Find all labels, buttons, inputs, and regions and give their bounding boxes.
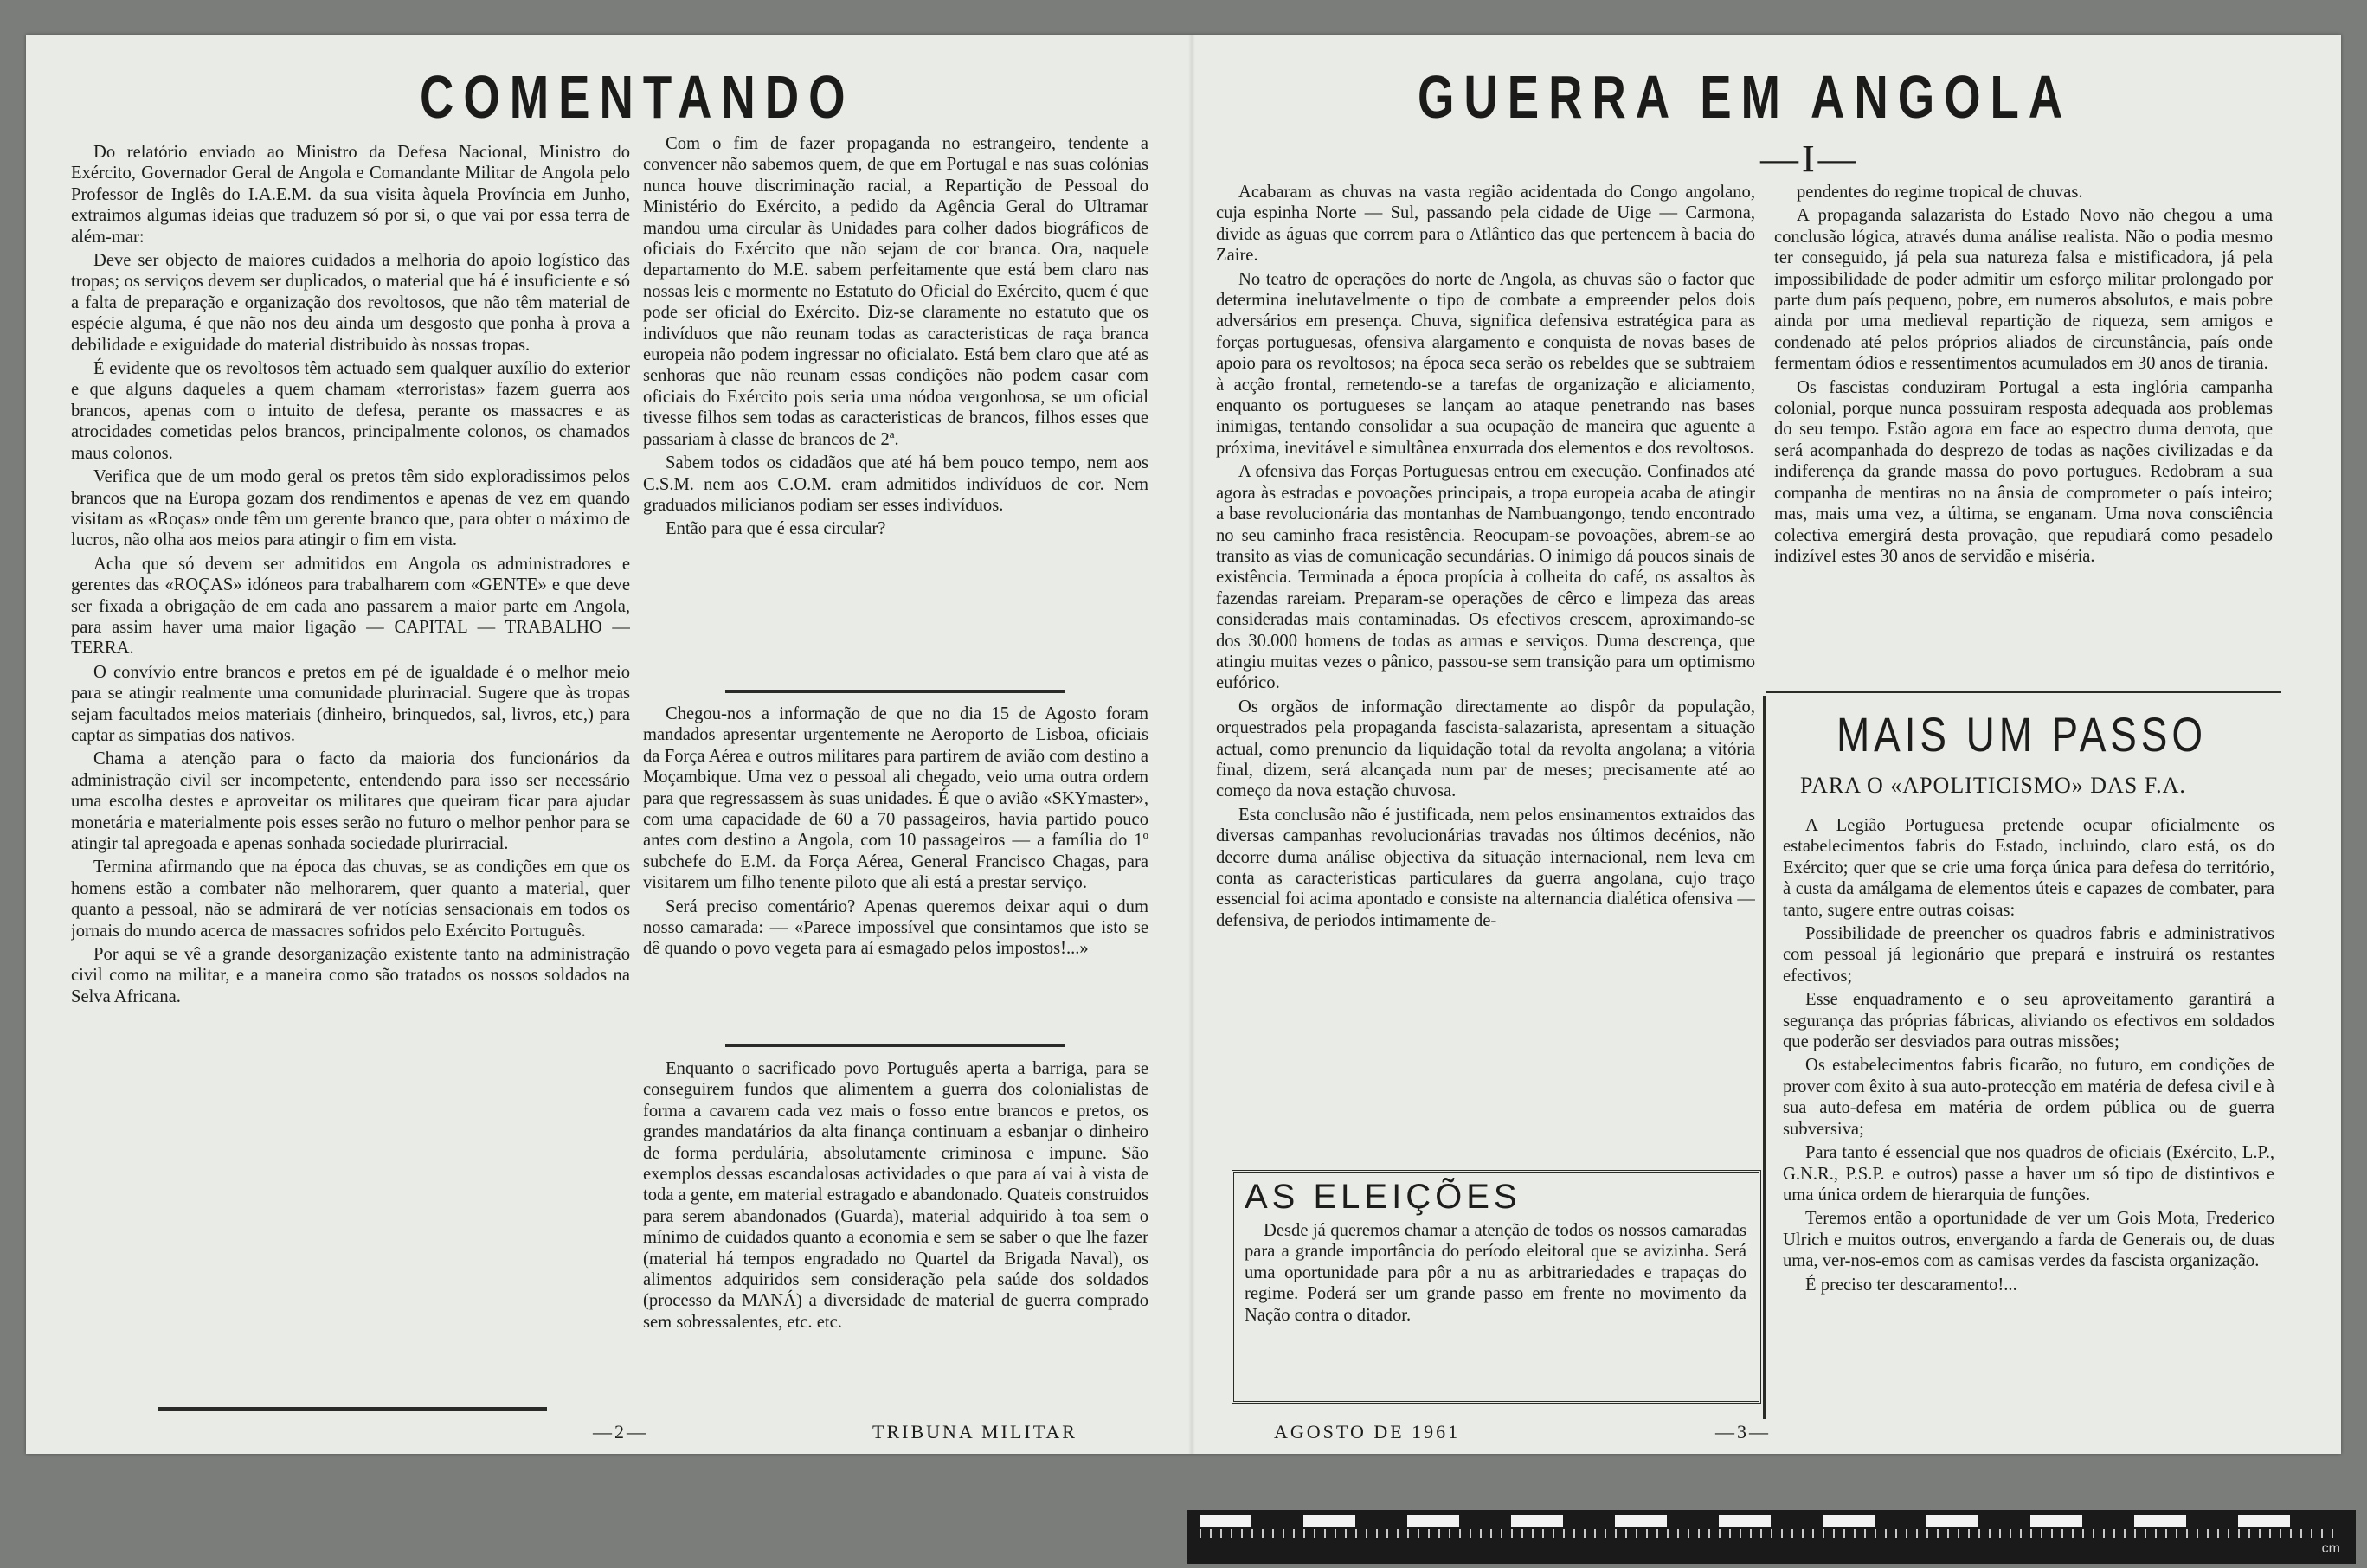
page-fold [1188,35,1195,1454]
article-paragraph: Chegou-nos a informação de que no dia 15 de Agosto foram mandados apresentar urgentemente ne Aeroporto de Lisboa, oficiais da Força Aérea e outros militares para partirem de avião com destino a Moçambique. Uma vez o pessoal ali chegado, veio uma outra ordem para que regressassem às suas unidades. É que o avião «SKYmaster», com uma capacidade de 60 a 70 passageiros, havia partido pouco antes com destino a Angola, com 10 passageiros — a família do 1º subchefe do E.M. da Força Aérea, General Francisco Chagas, para visitarem um filho tenente piloto que ali está a prestar serviço. [643,704,1148,893]
left-column-2-top [643,133,1148,687]
article-paragraph: Do relatório enviado ao Ministro da Defesa Nacional, Ministro do Exército, Governador Geral de Angola e Comandante Militar de Angola pelo Professor de Inglês do I.A.E.M. da sua visita àquela Província em Junho, extraimos algumas ideias que traduzem só por si, o que vai por essa terra de além-mar: [71,143,630,247]
article-paragraph: Por aqui se vê a grande desorganização existente tanto na administração civil como na militar, e a maneira como são tratados os nossos soldados na Selva Africana. [71,945,630,1006]
article-paragraph: Acabaram as chuvas na vasta região acidentada do Congo angolano, cuja espinha Norte — Sul, passando pela cidade de Uige — Carmona, divide as águas que correm para o Atlântico das que pertencem à bacia do Zaire. [1216,183,1755,266]
article-paragraph: Sabem todos os cidadãos que até há bem pouco tempo, nem aos C.S.M. nem aos C.O.M. eram admitidos indivíduos de cor. Nem graduados milicianos podiam ser esses indivíduos. [643,453,1148,515]
ruler-ticks [1200,1529,2342,1538]
divider-rule [1766,691,2281,693]
article-paragraph: Esse enquadramento e o seu aproveitamento garantirá a segurança das próprias fábricas, aliviando os efectivos em soldados que poderão ser desviados para outras missões; [1783,990,2274,1052]
article-paragraph: Esta conclusão não é justificada, nem pelos ensinamentos extraidos das diversas campanhas revolucionárias travadas nos últimos decénios, não decorre duma análise objectiva da situação internacional, nem leva em conta as caracteristicas particulares da guerra angolana, cujo traço essencial foi acima apontado e consiste na alternancia dialética ofensiva — defensiva, de periodos intimamente de- [1216,805,1755,930]
article-paragraph: Possibilidade de preencher os quadros fabris e administrativos com pessoal já legionário que prepará e instruirá os restantes efectivos; [1783,924,2274,986]
mais-um-passo-title: MAIS UM PASSO [1836,707,2207,762]
eleicoes-body [1234,1220,1759,1326]
article-paragraph: Chama a atenção para o facto da maioria dos funcionários da administração civil ser incompetente, entendendo para isso ser necessário uma escolha destes e aproveitar os militares que queiram ficar para ajudar monetária e materialmente pois esses serão no futuro o melhor penhor para se atingir tal apregoada e apenas sonhada sociedade plurirracial. [71,749,630,853]
scale-ruler [1187,1510,2356,1564]
date-footer: AGOSTO DE 1961 [1274,1421,1461,1443]
article-paragraph: No teatro de operações do norte de Angola, as chuvas são o factor que determina inelutavelmente o tipo de combate a empreender pelos dois adversários em presença. Chuva, significa defensiva estratégica para as forças portuguesas, ofensiva alargamento e conquista de novas bases de apoio para os revoltosos; na época seca serão os rebeldes que se subtraiem à acção frontal, remetendo-se a tarefas de organização e aliciamento, enquanto os portugueses se lançam ao ataque penetrando nas bases inimigas, tentando consolidar a sua ocupação de maneira que aguente a próxima, inevitável e simultânea enxurrada dos elementos e dos revoltosos. [1216,269,1755,458]
article-paragraph: Teremos então a oportunidade de ver um Gois Mota, Frederico Ulrich e muitos outros, envergando a farda de Generais ou, de duas uma, ver-nos-emos com as camisas verdes da fascista organização. [1783,1209,2274,1271]
article-paragraph: É preciso ter descaramento!... [1805,1275,2017,1295]
mais-um-passo-body [1783,815,2274,1412]
ruler-label: cm [2321,1541,2340,1556]
divider-rule [725,1044,1065,1047]
left-column-2-middle [643,704,1148,1043]
left-column-1 [71,142,630,1407]
ruler-scale [1200,1515,2342,1527]
right-column-2 [1774,182,2273,701]
masthead-footer: TRIBUNA MILITAR [872,1421,1077,1443]
article-paragraph: A ofensiva das Forças Portuguesas entrou em execução. Confinados até agora às estradas e povoações principais, a tropa europeia acaba de atingir a base revolucionária das montanhas de Nambuangongo, tendo encontrado no seu caminho fraca resistência. Reocupam-se povoações, abrem-se ao transito as vias de comunicação secundárias. O inimigo dá poucos sinais de existência. Terminada a época propícia à colheita do café, os assaltos às fazendas rareiam. Preparam-se operações de cêrco e limpeza das areas consideradas mais contaminadas. Os efectivos crescem, aproximando-se dos 30.000 homens de todas as armas e serviços. Duma descrença, que atingiu muitas vezes o pânico, passou-se sem transição para um optimismo eufórico. [1216,462,1755,693]
article-paragraph: Com o fim de fazer propaganda no estrangeiro, tendente a convencer não sabemos quem, de que em Portugal e nas suas colónias nunca houve discriminação racial, a Repartição de Pessoal do Ministério do Exército, a pedido da Agência Geral do Ultramar mandou uma circular às Unidades para colher dados biográficos de oficiais do Exército que não sejam de cor branca. Ora, naquele departamento do M.E. sabem perfeitamente que está bem claro nas nossas leis e mormente no Estatuto do Oficial do Exército, quem é que pode ser oficial do Exército. Diz-se claramente no estatuto que os indivíduos que não reunam todas as caracteristicas de raça branca europeia não podem ingressar no oficialato. Está bem claro que até as senhoras que não reunam essas condições não podem casar com oficiais do Exército pois seria uma nódoa vergonhosa, se um oficial tivesse filhos sem todas as caracteristicas de brancos, filhos esses que passariam à classe de brancos de 2ª. [643,134,1148,449]
page-number-right: —3— [1715,1421,1771,1443]
mais-um-passo-box [1763,696,1775,1419]
article-paragraph: Deve ser objecto de maiores cuidados a melhoria do apoio logístico das tropas; os serviços devem ser duplicados, o material que há é insuficiente e só a falta de preparação e organização dos revoltosos, que não têm material de espécie alguma, é que não nos deu ainda um desgosto que ponha à prova a debilidade e exiguidade do material distribuido às nossas tropas. [71,251,630,355]
article-paragraph: Enquanto o sacrificado povo Português aperta a barriga, para se conseguirem fundos que alimentem a guerra dos colonialistas de forma a cavarem cada vez mais o fosso entre brancos e pretos, os grandes mandatários da alta finança continuam a esbanjar o dinheiro de forma perdulária, absolutamente criminosa e impune. São exemplos dessas escandalosas actividades o que para aí vai à vista de toda a gente, em material estragado e abandonado. Quateis construidos para serem abandonados (Guarda), material adquirido à toa sem o mínimo de cuidados quanto a economia e sem se saber o que lhe fazer (material há tempos engradado no Quartel da Brigada Naval), os alimentos adquiridos sem consideração pela saúde dos soldados (processo da MANÁ) a diversidade de material de guerra comprado sem sobressalentes, etc. etc. [643,1059,1148,1332]
article-paragraph: pendentes do regime tropical de chuvas. [1797,183,2083,202]
divider-rule [725,690,1065,693]
mais-um-passo-subtitle: PARA O «APOLITICISMO» DAS F.A. [1800,773,2186,798]
eleicoes-box [1232,1170,1761,1404]
article-paragraph: Os orgãos de informação directamente ao dispôr da população, orquestrados pela propaganda fascista-salazarista, apresentam a situação actual, como prenuncio da liquidação total da revolta angolana; a vitória final, dizem, será alcançada num par de meses; precisamente até ao começo da nova estação chuvosa. [1216,697,1755,801]
article-paragraph: O convívio entre brancos e pretos em pé de igualdade é o melhor meio para se atingir realmente uma comunidade plurirracial. Sugere que às tropas sejam facultados meios materiais (dinheiro, brinquedos, sal, livros, etc,) para captar as simpatias dos nativos. [71,662,630,745]
article-paragraph: Os fascistas conduziram Portugal a esta inglória campanha colonial, porque nunca possuiram resposta adequada aos problemas do seu tempo. Estão agora em face ao espectro duma derrota, que será acompanhada do desprezo de todas as nações civilizadas e da indiferença da grande massa do povo portugues. Redobram a sua companha de mentiras no na ânsia de comprometer o país inteiro; mas, mais uma vez, a última, se enganam. Uma nova consciência colectiva emergirá desta provação, que repudiará como pesadelo indizível estes 30 anos de servidão e miséria. [1774,377,2273,566]
right-page-title: GUERRA EM ANGOLA [1418,63,2073,131]
article-paragraph: Verifica que de um modo geral os pretos têm sido exploradissimos pelos brancos que na Europa gozam dos rendimentos e apenas de vez em quando visitam as «Roças» onde têm um gerente branco que, para obter o máximo de lucros, não olha aos meios para atingir o fim em vista. [71,467,630,550]
article-paragraph: Para tanto é essencial que nos quadros de oficiais (Exército, L.P., G.N.R., P.S.P. e outros) passe a haver um só tipo de distintivos e uma única ordem de hierarquia de funções. [1783,1143,2274,1205]
article-paragraph: Acha que só devem ser admitidos em Angola os administradores e gerentes das «ROÇAS» idóneos para trabalharem com «GENTE» e que deve ser fixada a obrigação de em cada ano passarem a maior parte em Angola, para assim haver uma maior ligação — CAPITAL — TRABALHO — TERRA. [71,554,630,659]
newspaper-spread [26,35,2341,1454]
part-number: —I— [1760,138,1860,180]
article-paragraph: A Legião Portuguesa pretende ocupar oficialmente os estabelecimentos fabris do Estado, incluindo, claro está, os do Exército; quer que se crie uma força única para defesa do território, à custa da amálgama de elementos úteis e capazes de combater, para tanto, sugere entre outras coisas: [1783,816,2274,920]
end-rule [158,1407,547,1411]
article-paragraph: Então para que é essa circular? [666,519,886,539]
right-column-1 [1216,182,1755,1175]
eleicoes-title: AS ELEIÇÕES [1245,1178,1521,1216]
article-paragraph: Será preciso comentário? Apenas queremos deixar aqui o dum nosso camarada: — «Parece impossível que consintamos que isto se dê quando o povo vegeta para aí esmagado pelos impostos!...» [643,896,1148,959]
eleicoes-paragraph: Desde já queremos chamar a atenção de todos os nossos camaradas para a grande importância do período eleitoral que se avizinha. Será uma oportunidade para pôr a nu as arbitrariedades e trapaças do regime. Poderá ser um grande passo em frente no movimento da Nação contra o ditador. [1245,1221,1746,1325]
left-page-title: COMENTANDO [420,63,855,131]
article-paragraph: A propaganda salazarista do Estado Novo não chegou a uma conclusão lógica, através duma análise realista. Não o podia mesmo ter conseguido, já pela sua natureza falsa e mistificadora, já pela impossibilidade de poder admitir um esforço militar prolongado por parte dum país pequeno, pobre, em numeros absolutos, e mais pobre ainda por uma medieval repartição de riqueza, sem amigos e condenado até pelos próprios aliados de circunstância, país onde fermentam ódios e ressentimentos acumulados em 30 anos de tirania. [1774,206,2273,374]
page-number-left: —2— [593,1421,648,1443]
article-paragraph: Termina afirmando que na época das chuvas, se as condições em que os homens estão a combater não melhorarem, quer quanto a material, quer quanto a pessoal, não se admirará de ver notícias sensacionais em todos os jornais do mundo acerca de massacres sofridos pelo Exército Português. [71,858,630,941]
article-paragraph: Os estabelecimentos fabris ficarão, no futuro, em condições de prover com êxito à sua auto-protecção em matéria de defesa civil e à sua auto-defesa em matéria de ordem pública ou de guerra subversiva; [1783,1056,2274,1139]
article-paragraph: É evidente que os revoltosos têm actuado sem qualquer auxílio do exterior e que alguns daqueles a quem chamam «terroristas» fazem guerra aos brancos, apenas com o intuito de defesa, perante os massacres e as atrocidades cometidas pelos brancos, principalmente colonos, os chamados maus colonos. [71,359,630,463]
left-column-2-bottom [643,1058,1148,1408]
